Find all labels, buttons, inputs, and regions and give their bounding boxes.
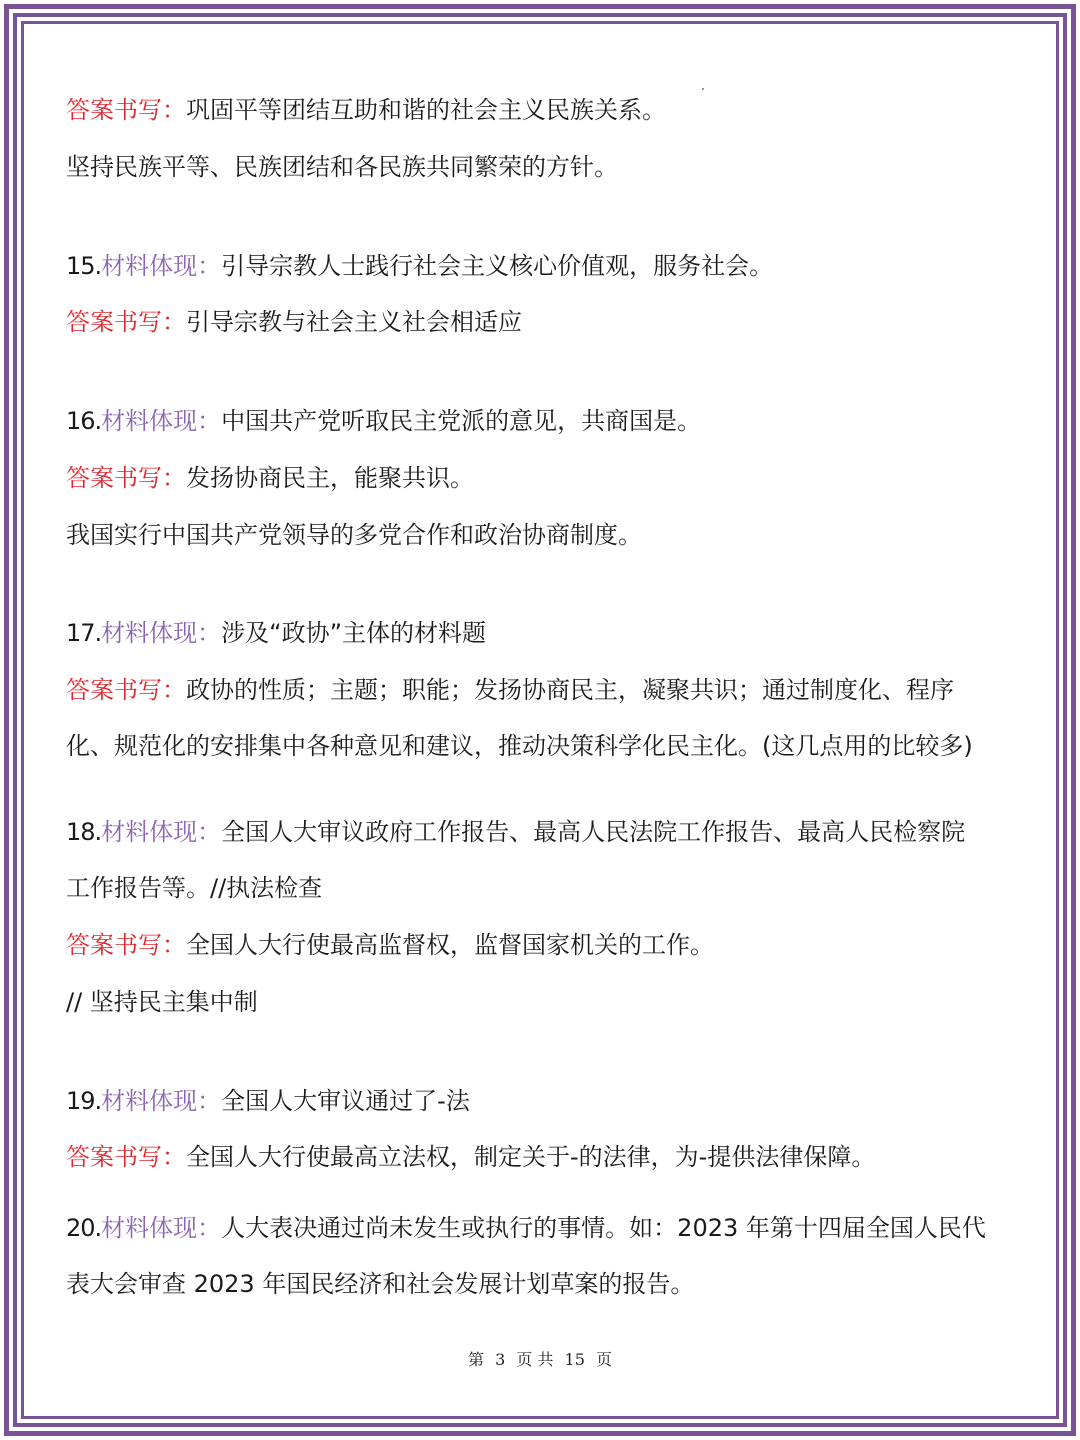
text-line-answer (66, 928, 1020, 962)
footer-middle: 页 共 (516, 1350, 554, 1369)
text-line-answer (66, 673, 1020, 707)
item-number: 17. (66, 619, 102, 647)
footer-prefix: 第 (467, 1350, 484, 1369)
answer-label: 答案书写： (66, 96, 186, 124)
item-number: 15. (66, 252, 102, 280)
item-number: 20. (66, 1214, 102, 1242)
line-text: 坚持民族平等、民族团结和各民族共同繁荣的方针。 (66, 153, 618, 181)
answer-label: 答案书写： (66, 464, 186, 492)
stray-dot (702, 88, 704, 90)
text-line-material (66, 616, 1020, 650)
text-line-material (66, 404, 1020, 438)
answer-label: 答案书写： (66, 1143, 186, 1171)
answer-label: 答案书写： (66, 931, 186, 959)
text-line-material (66, 1211, 1020, 1245)
material-label: 材料体现： (101, 1214, 222, 1242)
line-text: 发扬协商民主，能聚共识。 (186, 464, 474, 492)
text-line-plain (66, 1267, 1020, 1301)
line-text: 工作报告等。//执法检查 (66, 874, 323, 902)
inner-border (21, 21, 1059, 1419)
material-label: 材料体现： (101, 818, 222, 846)
material-label: 材料体现： (101, 407, 222, 435)
text-line-material (66, 1084, 1020, 1118)
item-number: 16. (66, 407, 102, 435)
text-line-material (66, 249, 1020, 283)
item-number: 18. (66, 818, 102, 846)
answer-label: 答案书写： (66, 308, 186, 336)
line-text: 引导宗教人士践行社会主义核心价值观，服务社会。 (221, 252, 774, 280)
text-line-plain (66, 518, 1020, 552)
line-text: 巩固平等团结互助和谐的社会主义民族关系。 (186, 96, 666, 124)
text-line-answer (66, 305, 1020, 339)
line-text: 全国人大审议通过了-法 (221, 1087, 470, 1115)
material-label: 材料体现： (101, 1087, 222, 1115)
answer-label: 答案书写： (66, 676, 186, 704)
line-text: 全国人大行使最高立法权，制定关于-的法律，为-提供法律保障。 (186, 1143, 876, 1171)
item-number: 19. (66, 1087, 102, 1115)
line-text: 引导宗教与社会主义社会相适应 (186, 308, 522, 336)
line-text: 表大会审查 2023 年国民经济和社会发展计划草案的报告。 (66, 1270, 695, 1298)
text-line-material (66, 815, 1020, 849)
text-line-plain (66, 985, 1020, 1019)
line-text: 涉及“政协”主体的材料题 (221, 619, 487, 647)
line-text: 中国共产党听取民主党派的意见，共商国是。 (221, 407, 702, 435)
line-text: 化、规范化的安排集中各种意见和建议，推动决策科学化民主化。(这几点用的比较多) (66, 732, 973, 760)
text-line-plain (66, 729, 1020, 763)
line-text: 我国实行中国共产党领导的多党合作和政治协商制度。 (66, 521, 642, 549)
text-line-plain (66, 871, 1020, 905)
footer-suffix: 页 (596, 1350, 613, 1369)
text-line-plain (66, 150, 1020, 184)
text-line-answer (66, 1140, 1020, 1174)
material-label: 材料体现： (101, 619, 222, 647)
page-footer (0, 1347, 1080, 1370)
text-line-answer (66, 93, 1020, 127)
text-line-answer (66, 461, 1020, 495)
material-label: 材料体现： (101, 252, 222, 280)
line-text: 全国人大审议政府工作报告、最高人民法院工作报告、最高人民检察院 (221, 818, 966, 846)
line-text: 全国人大行使最高监督权，监督国家机关的工作。 (186, 931, 714, 959)
footer-page-number: 3 (495, 1350, 506, 1369)
line-text: 政协的性质；主题；职能；发扬协商民主，凝聚共识；通过制度化、程序 (186, 676, 954, 704)
footer-total-pages: 15 (564, 1350, 585, 1369)
line-text: // 坚持民主集中制 (66, 988, 258, 1016)
line-text: 人大表决通过尚未发生或执行的事情。如：2023 年第十四届全国人民代 (221, 1214, 986, 1242)
